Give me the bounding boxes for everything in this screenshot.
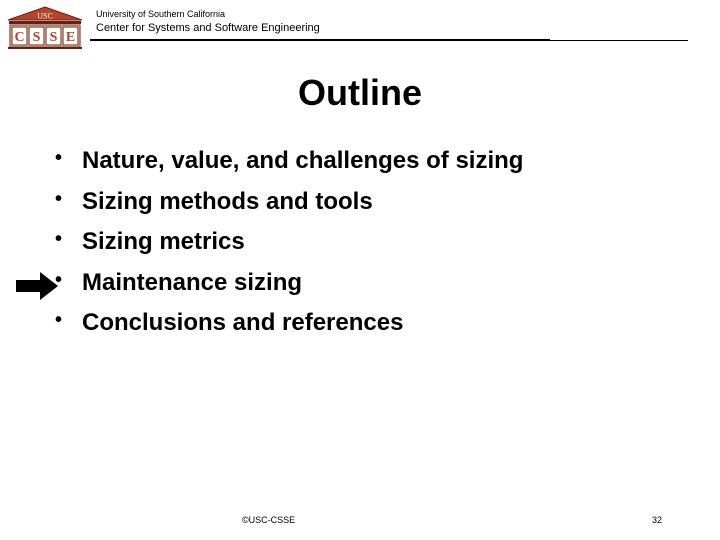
svg-text:USC: USC [37, 11, 53, 21]
outline-item-label: Nature, value, and challenges of sizing [82, 147, 524, 174]
center-name: Center for Systems and Software Engineering [96, 22, 320, 34]
outline-item-label: Sizing metrics [82, 228, 245, 255]
svg-text:S: S [49, 30, 58, 45]
svg-text:S: S [32, 30, 41, 45]
university-name: University of Southern California [96, 9, 226, 19]
svg-text:E: E [65, 30, 76, 45]
outline-item-label: Sizing methods and tools [82, 187, 373, 215]
bullet-icon: • [55, 268, 63, 291]
bullet-icon: • [55, 228, 63, 250]
svg-text:C: C [14, 30, 25, 45]
footer-copyright: ©USC-CSSE [242, 515, 296, 525]
page-number: 32 [652, 515, 663, 525]
outline-item-label: Conclusions and references [82, 309, 404, 336]
bullet-icon: • [55, 147, 63, 169]
outline-item-label: Maintenance sizing [82, 268, 303, 296]
bullet-icon: • [55, 309, 63, 331]
header-rule-thin [550, 40, 688, 41]
bullet-icon: • [55, 187, 63, 210]
usc-csse-logo [6, 6, 84, 50]
arrow-right-icon [16, 272, 58, 300]
header-rule [90, 39, 550, 41]
slide-title: Outline [298, 72, 422, 113]
